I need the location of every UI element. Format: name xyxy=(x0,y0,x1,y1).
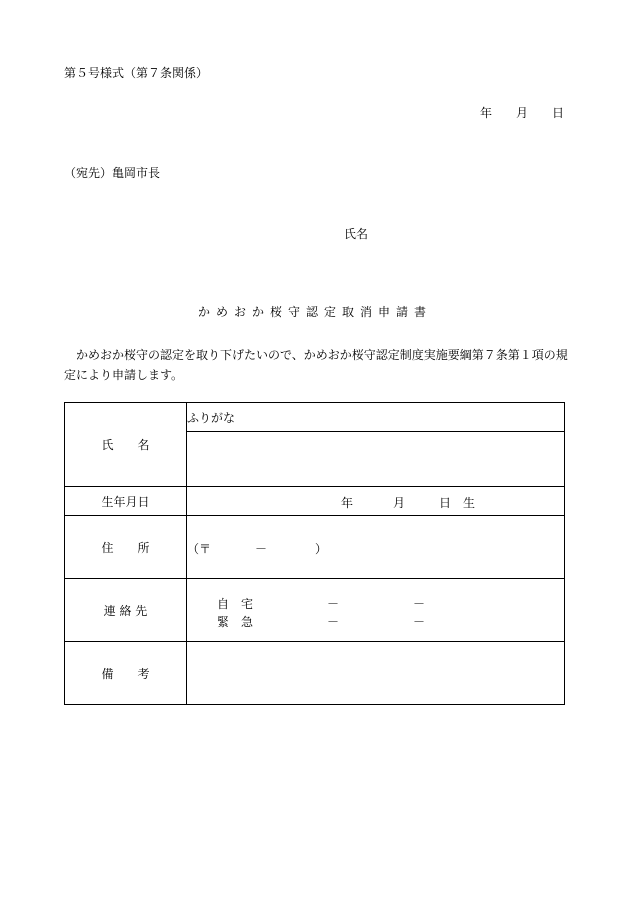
emergency-phone-label: 緊 急 xyxy=(217,615,254,629)
contact-label: 連 絡 先 xyxy=(103,603,148,618)
body-text: かめおか桜守の認定を取り下げたいので、かめおか桜守認定制度実施要綱第７条第１項の規定により申請します。 xyxy=(64,348,568,382)
notes-label: 備 考 xyxy=(101,666,150,681)
date-day: 日 xyxy=(551,106,564,120)
document-title: かめおか桜守認定取消申請書 xyxy=(197,305,432,319)
address-field[interactable] xyxy=(187,516,565,579)
contact-label-cell xyxy=(65,579,187,642)
home-phone-dash-2: － xyxy=(413,597,426,611)
application-form-table xyxy=(64,402,565,705)
furigana-field[interactable] xyxy=(187,403,565,432)
home-phone-dash-1: － xyxy=(327,597,340,611)
date-line xyxy=(480,107,564,119)
name-field[interactable] xyxy=(187,432,565,487)
contact-field[interactable] xyxy=(187,579,565,642)
date-month: 月 xyxy=(515,106,528,120)
dob-day: 日 xyxy=(439,496,452,510)
dob-label: 生年月日 xyxy=(101,494,150,509)
postal-open: （〒 xyxy=(187,542,212,556)
emergency-phone-dash-2: － xyxy=(413,615,426,629)
dob-year: 年 xyxy=(341,496,354,510)
postal-close: ） xyxy=(315,542,328,556)
notes-field[interactable] xyxy=(187,642,565,705)
address-label: 住 所 xyxy=(101,540,150,555)
dob-suffix: 生 xyxy=(463,496,476,510)
furigana-label: ふりがな xyxy=(187,410,236,425)
notes-label-cell xyxy=(65,642,187,705)
dob-label-cell xyxy=(65,487,187,516)
applicant-name-label: 氏名 xyxy=(344,227,369,241)
home-phone-label: 自 宅 xyxy=(217,597,254,611)
name-label-cell xyxy=(65,403,187,487)
address-label-cell xyxy=(65,516,187,579)
name-label: 氏 名 xyxy=(101,438,150,452)
date-year: 年 xyxy=(479,106,492,120)
emergency-phone-dash-1: － xyxy=(327,615,340,629)
addressee: （宛先）亀岡市長 xyxy=(64,166,161,180)
dob-month: 月 xyxy=(393,496,406,510)
postal-dash: － xyxy=(255,542,268,556)
form-number: 第５号様式（第７条関係） xyxy=(64,66,209,80)
dob-field[interactable] xyxy=(187,487,565,516)
